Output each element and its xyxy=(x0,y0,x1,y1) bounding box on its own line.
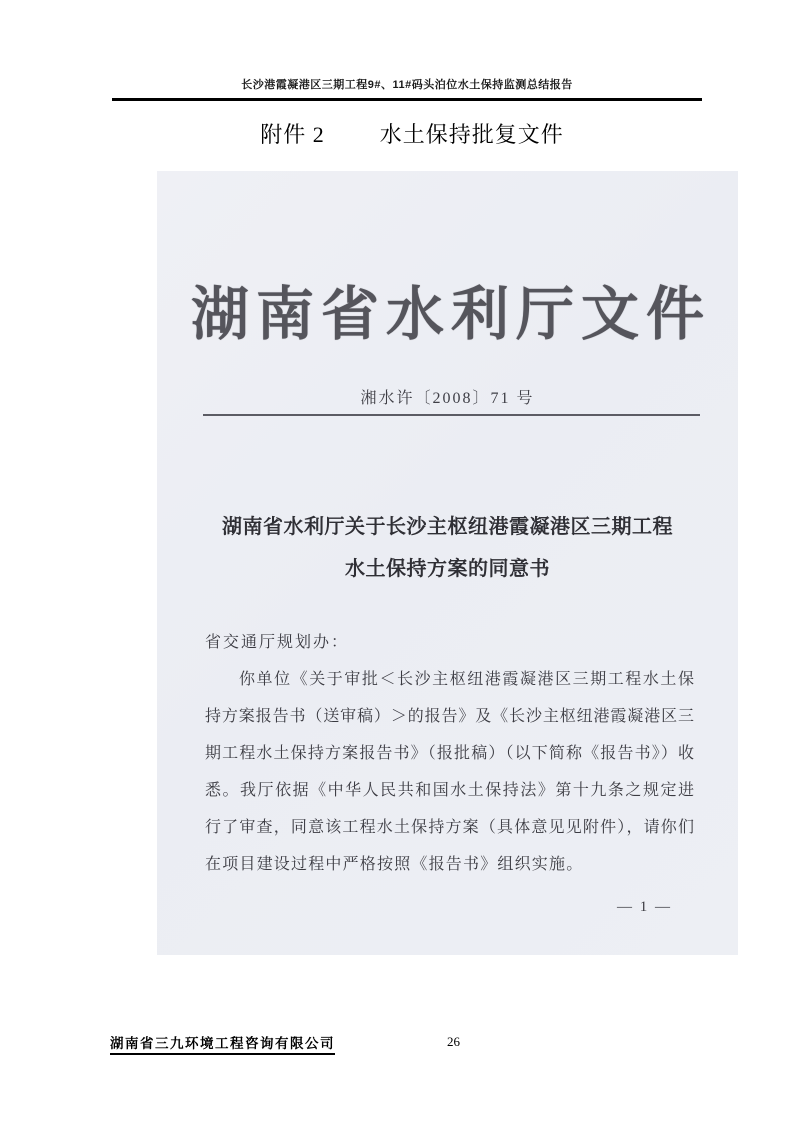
document-title-line2: 水土保持方案的同意书 xyxy=(345,558,550,580)
attachment-label: 附件 2 xyxy=(260,122,325,147)
attachment-title: 水土保持批复文件 xyxy=(379,122,564,147)
body-text-line: 在项目建设过程中严格按照《报告书》组织实施。 xyxy=(205,856,584,873)
body-text-line: 持方案报告书（送审稿）＞的报告》及《长沙主枢纽港霞凝港区三 xyxy=(205,708,694,725)
body-text-line: 悉。我厅依据《中华人民共和国水土保持法》第十九条之规定进 xyxy=(205,782,694,799)
header-rule xyxy=(112,98,702,101)
footer-company-name: 湖南省三九环境工程咨询有限公司 xyxy=(110,1032,335,1055)
document-number: 湘水许〔2008〕71 号 xyxy=(360,390,535,407)
attachment-heading xyxy=(0,118,794,149)
scan-page-number: — 1 — xyxy=(617,899,672,915)
scanned-document-image xyxy=(157,171,738,955)
footer-page-number: 26 xyxy=(447,1034,460,1049)
document-title xyxy=(177,506,718,590)
body-text-line: 行了审查，同意该工程水土保持方案（具体意见见附件），请你们 xyxy=(205,819,694,836)
report-header-title: 长沙港霞凝港区三期工程9#、11#码头泊位水土保持监测总结报告 xyxy=(241,79,573,91)
agency-letterhead-title: 湖南省水利厅文件 xyxy=(190,282,711,347)
salutation: 省交通厅规划办： xyxy=(205,634,350,651)
body-text-line: 你单位《关于审批＜长沙主枢纽港霞凝港区三期工程水土保 xyxy=(239,671,694,688)
letterhead-rule xyxy=(203,414,700,416)
body-text-line: 期工程水土保持方案报告书》（报批稿）（以下简称《报告书》）收 xyxy=(205,745,694,762)
document-title-line1: 湖南省水利厅关于长沙主枢纽港霞凝港区三期工程 xyxy=(222,516,673,538)
